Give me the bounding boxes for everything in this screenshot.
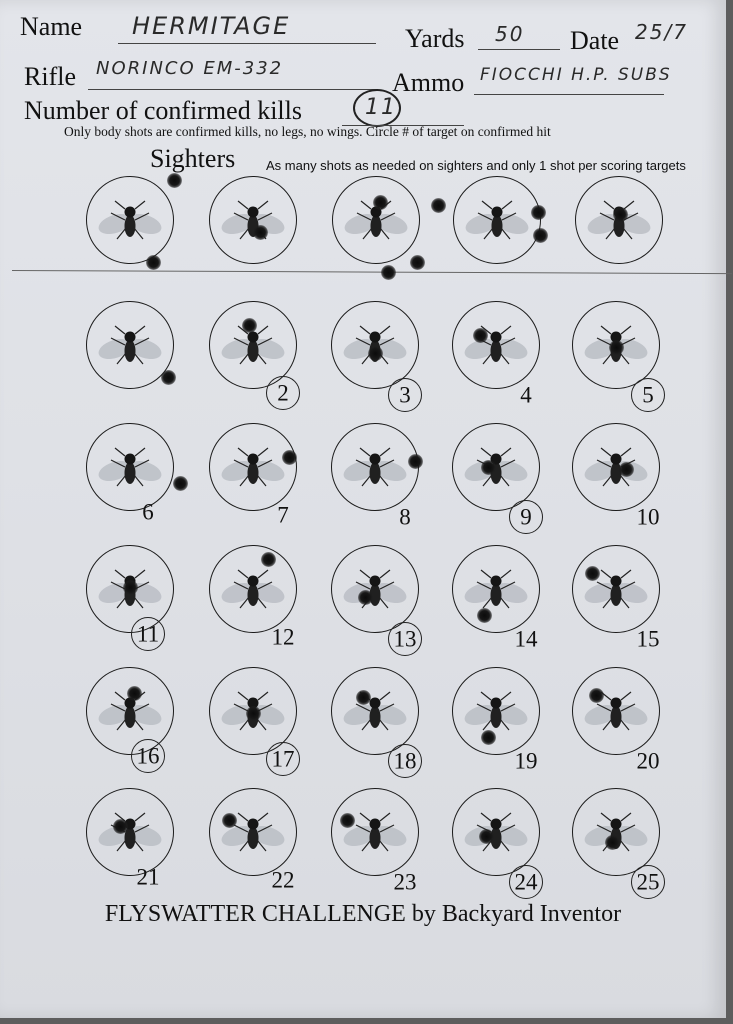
rifle-label: Rifle <box>24 62 76 91</box>
bullet-hole <box>123 580 138 595</box>
scoring-target <box>209 788 297 876</box>
target-number: 23 <box>393 869 417 895</box>
scoring-target <box>86 423 174 511</box>
sighters-title: Sighters <box>150 144 236 173</box>
bullet-hole <box>477 608 492 623</box>
scoring-target <box>572 667 660 755</box>
sighter-bullet-hole <box>381 265 396 280</box>
sheet-footer: FLYSWATTER CHALLENGE by Backyard Inventor <box>104 901 622 927</box>
scoring-target <box>572 545 660 633</box>
bullet-hole <box>173 476 188 491</box>
target-number: 15 <box>636 626 660 652</box>
sighter-bullet-hole <box>373 195 388 210</box>
kills-label: Number of confirmed kills <box>24 96 302 125</box>
target-number: 4 <box>520 382 532 408</box>
target-number: 7 <box>277 502 289 528</box>
name-label: Name <box>20 12 83 41</box>
confirmed-kill-circle <box>509 500 543 534</box>
rifle-underline <box>88 89 378 90</box>
bullet-hole <box>619 462 634 477</box>
sighter-bullet-hole <box>167 173 182 188</box>
target-number: 21 <box>136 864 160 890</box>
bullet-hole <box>368 346 383 361</box>
fly-image <box>462 195 532 245</box>
scoring-target <box>452 301 540 389</box>
confirmed-kill-circle <box>131 617 165 651</box>
bullet-hole <box>261 552 276 567</box>
bullet-hole <box>473 328 488 343</box>
sighter-target <box>86 176 174 264</box>
scoring-target <box>452 423 540 511</box>
sighter-bullet-hole <box>533 228 548 243</box>
fly-image <box>95 320 165 370</box>
yards-label: Yards <box>405 24 465 53</box>
scoring-target <box>86 788 174 876</box>
target-number: 14 <box>514 626 538 652</box>
scoring-target <box>452 667 540 755</box>
bullet-hole <box>113 819 128 834</box>
confirmed-kill-circle <box>631 378 665 412</box>
date-label: Date <box>570 26 620 55</box>
fly-image <box>461 686 531 736</box>
bullet-hole <box>481 460 496 475</box>
yards-underline <box>478 49 560 50</box>
sighter-target <box>332 176 420 264</box>
bullet-hole <box>222 813 237 828</box>
bullet-hole <box>356 690 371 705</box>
bullet-hole <box>246 706 261 721</box>
fly-image <box>581 807 651 857</box>
name-value: HERMITAGE <box>132 12 291 40</box>
scoring-target <box>209 545 297 633</box>
sighter-bullet-hole <box>410 255 425 270</box>
section-divider <box>12 270 732 274</box>
fly-image <box>461 564 531 614</box>
confirmed-kill-circle <box>388 744 422 778</box>
confirmed-kill-circle <box>131 739 165 773</box>
scoring-target <box>331 788 419 876</box>
fly-image <box>95 442 165 492</box>
bullet-hole <box>408 454 423 469</box>
fly-image <box>461 320 531 370</box>
bullet-hole <box>161 370 176 385</box>
confirmed-kill-circle <box>631 865 665 899</box>
bullet-hole <box>585 566 600 581</box>
fly-image <box>95 807 165 857</box>
fly-image <box>340 442 410 492</box>
target-number: 9 <box>520 504 532 530</box>
bullet-hole <box>340 813 355 828</box>
target-number: 6 <box>142 499 154 525</box>
scoring-target <box>209 423 297 511</box>
bullet-hole <box>479 829 494 844</box>
bullet-hole <box>242 318 257 333</box>
confirmed-kill-circle <box>388 622 422 656</box>
target-number: 16 <box>136 743 160 769</box>
name-underline <box>118 43 376 44</box>
target-number: 2 <box>277 380 289 406</box>
bullet-hole <box>127 686 142 701</box>
target-number: 17 <box>271 746 295 772</box>
rifle-value: NORINCO EM-332 <box>96 58 284 79</box>
target-number: 10 <box>636 504 660 530</box>
target-number: 24 <box>514 869 538 895</box>
scoring-target <box>331 667 419 755</box>
target-number: 19 <box>514 748 538 774</box>
sighters-note: As many shots as needed on sighters and only 1 shot per scoring targets <box>266 158 686 173</box>
target-number: 11 <box>136 621 160 647</box>
fly-image <box>581 442 651 492</box>
confirmed-kill-circle <box>509 865 543 899</box>
bullet-hole <box>589 688 604 703</box>
sighter-bullet-hole <box>531 205 546 220</box>
bullet-hole <box>481 730 496 745</box>
ammo-underline <box>474 94 664 95</box>
target-number: 8 <box>399 504 411 530</box>
scoring-target <box>331 545 419 633</box>
kills-value: 11 <box>365 95 397 120</box>
scoring-target <box>572 423 660 511</box>
bullet-hole <box>358 590 373 605</box>
rule-note: Only body shots are confirmed kills, no legs, no wings. Circle # of target on confirmed hit <box>64 124 551 139</box>
target-number: 20 <box>636 748 660 774</box>
scoring-target <box>572 788 660 876</box>
target-number: 13 <box>393 626 417 652</box>
fly-image <box>340 564 410 614</box>
target-number: 25 <box>636 869 660 895</box>
fly-image <box>461 807 531 857</box>
bullet-hole <box>605 835 620 850</box>
bullet-hole <box>282 450 297 465</box>
scoring-target <box>331 423 419 511</box>
ammo-value: FIOCCHI H.P. SUBS <box>480 65 672 85</box>
confirmed-kill-circle <box>388 378 422 412</box>
confirmed-kill-circle <box>266 742 300 776</box>
target-number: 22 <box>271 867 295 893</box>
yards-value: 50 <box>495 22 525 46</box>
fly-image <box>218 564 288 614</box>
sighter-bullet-hole <box>431 198 446 213</box>
sighter-bullet-hole <box>253 225 268 240</box>
bullet-hole <box>609 340 624 355</box>
sighter-target <box>209 176 297 264</box>
fly-image <box>461 442 531 492</box>
target-number: 12 <box>271 624 295 650</box>
scoring-target <box>452 788 540 876</box>
fly-image <box>95 195 165 245</box>
fly-image <box>340 686 410 736</box>
confirmed-kill-circle <box>266 376 300 410</box>
sighter-bullet-hole <box>613 207 628 222</box>
sighter-target <box>453 176 541 264</box>
target-number: 3 <box>399 382 411 408</box>
target-number: 18 <box>393 748 417 774</box>
date-value: 25/7 <box>635 20 688 44</box>
fly-image <box>218 442 288 492</box>
ammo-label: Ammo <box>392 68 465 97</box>
fly-image <box>218 195 288 245</box>
target-number: 5 <box>642 382 654 408</box>
scoring-target <box>86 667 174 755</box>
sighter-bullet-hole <box>146 255 161 270</box>
scoring-target <box>452 545 540 633</box>
